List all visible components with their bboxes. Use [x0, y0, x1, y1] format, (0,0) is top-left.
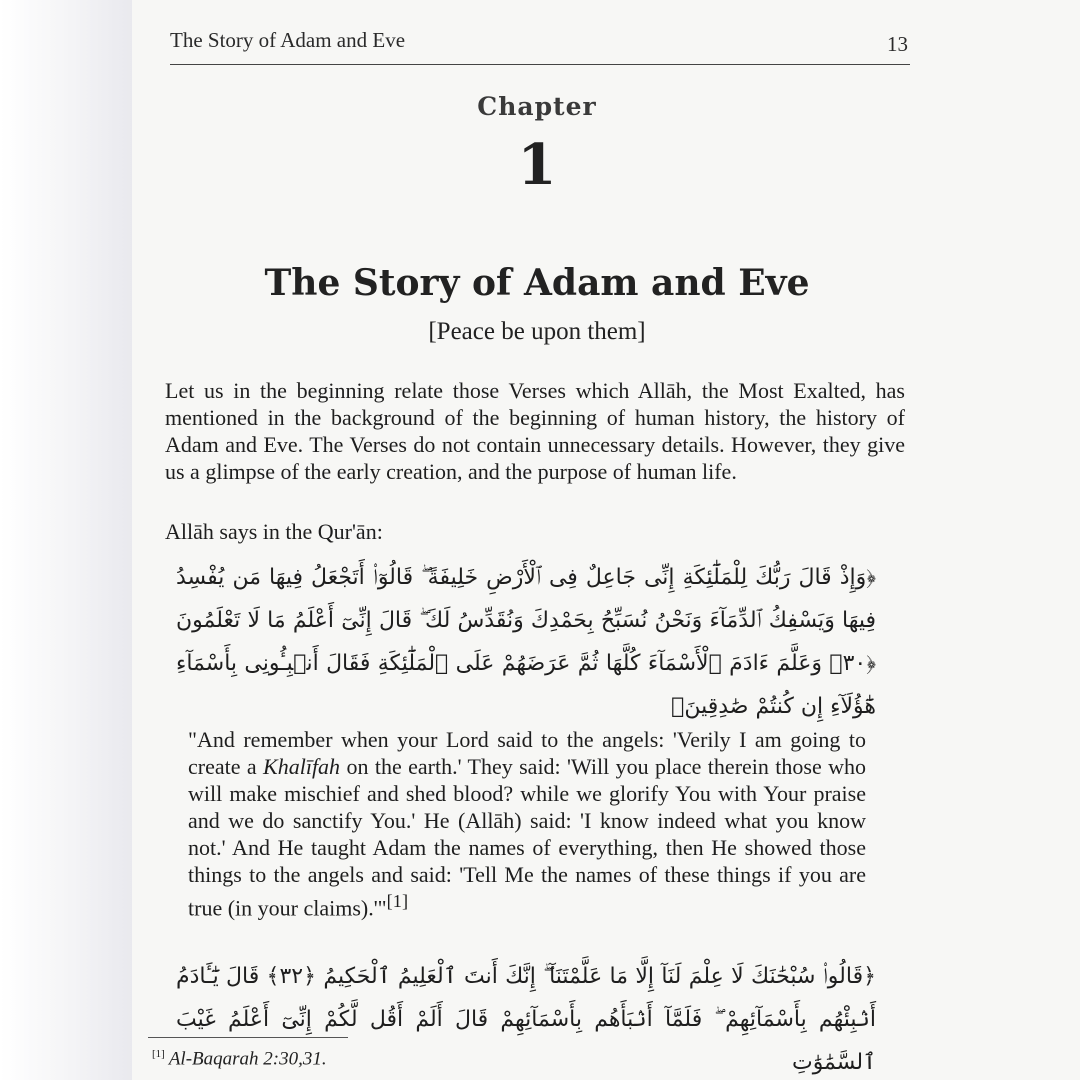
running-head: [170, 28, 910, 65]
quran-intro-line: Allāh says in the Qur'ān:: [165, 519, 383, 544]
arabic-verse-block-1: ﴿وَإِذْ قَالَ رَبُّكَ لِلْمَلَٰٓئِكَةِ إِنِّى جَاعِلٌ فِى ٱلْأَرْضِ خَلِيفَةً ۖ قَالُوٓا۟ أَتَجْعَلُ فِيهَا مَن يُفْسِدُ فِيهَا وَيَسْفِكُ ٱلدِّمَآءَ وَنَحْنُ نُسَبِّحُ بِحَمْدِكَ وَنُقَدِّسُ لَكَ ۖ قَالَ إِنِّىٓ أَعْلَمُ مَا لَا تَعْلَمُونَ ﴿٣٠﴾ وَعَلَّمَ ءَادَمَ ٱلْأَسْمَآءَ كُلَّهَا ثُمَّ عَرَضَهُمْ عَلَى ٱلْمَلَٰٓئِكَةِ فَقَالَ أَنۢبِـُٔونِى بِأَسْمَآءِ هَٰٓؤُلَآءِ إِن كُنتُمْ صَٰدِقِينَ﴾: [176, 565, 876, 719]
footnote-divider: [148, 1037, 348, 1038]
footnote: [152, 1048, 327, 1070]
chapter-label: Chapter: [477, 92, 597, 121]
khalifah-term: Khalīfah: [263, 754, 341, 779]
footnote-reference: [1]: [386, 891, 409, 911]
chapter-subtitle: [Peace be upon them]: [428, 318, 646, 345]
chapter-title: The Story of Adam and Eve: [264, 262, 810, 304]
chapter-number: 1: [517, 132, 557, 198]
running-head-title: The Story of Adam and Eve: [170, 28, 406, 52]
intro-paragraph: Let us in the beginning relate those Verses which Allāh, the Most Exalted, has mentioned in the background of the beginning of human history, the history of Adam and Eve. The Verses do not contain unnecessary details. However, they give us a glimpse of the early creation, and the purpose of human life.: [165, 378, 905, 484]
translation-start: "And remember when your Lord said to the angels: 'Verily I am going to create a: [188, 727, 866, 779]
gutter-shadow: [0, 0, 132, 1080]
footnote-text: Al-Baqarah 2:30,31.: [168, 1048, 327, 1070]
verse-translation: [188, 726, 866, 921]
translation-end: on the earth.' They said: 'Will you place therein those who will make mischief and shed blood? while we glorify You with Your praise and we do sanctify You.' He (Allāh) said: 'I know indeed what you know not.' And He taught Adam the names of everything, then He showed those things to the angels and said: 'Tell Me the names of these things if you are true (in your claims).'": [188, 754, 866, 921]
arabic-verse-block-2: ﴿قَالُوا۟ سُبْحَٰنَكَ لَا عِلْمَ لَنَآ إِلَّا مَا عَلَّمْتَنَآ ۖ إِنَّكَ أَنتَ ٱلْعَلِيمُ ٱلْحَكِيمُ ﴿٣٢﴾ قَالَ يَٰٓـَٔادَمُ أَنۢبِئْهُم بِأَسْمَآئِهِمْ ۖ فَلَمَّآ أَنۢبَأَهُم بِأَسْمَآئِهِمْ قَالَ أَلَمْ أَقُل لَّكُمْ إِنِّىٓ أَعْلَمُ غَيْبَ ٱلسَّمَٰوَٰتِ: [176, 964, 876, 1075]
footnote-marker: [1]: [152, 1048, 165, 1060]
page-number: 13: [887, 32, 908, 56]
